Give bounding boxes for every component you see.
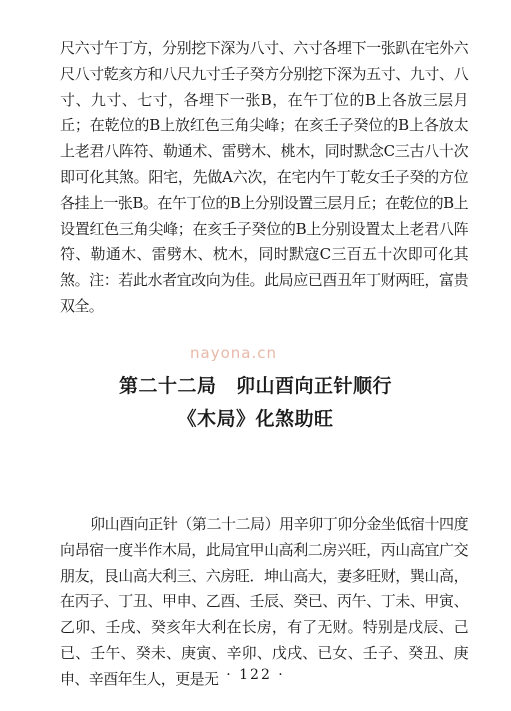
watermark-text: nayona.cn — [190, 344, 277, 362]
section-paragraph-text: 卯山酉向正针（第二十二局）用辛卯丁卯分金坐低宿十四度向昂宿一度半作木局，此局宜甲山高利二房兴旺，丙山高宜广交朋友，艮山高大利三、六房旺．坤山高大，妻多旺财，巽山高，在丙子、丁丑、甲申、乙酉、壬辰、癸已、丙午、丁未、甲寅、乙卯、壬戌、癸亥年大利在长房，有了无财。特别是戊辰、己已、壬午、癸未、庚寅、辛卯、戊戌、已女、壬子、癸丑、庚申、辛酉年生人，更是无 — [60, 515, 468, 688]
section-title-line2: 《木局》化煞助旺 — [177, 408, 334, 430]
page-number: · 122 · — [226, 667, 285, 683]
section-paragraph — [60, 512, 468, 693]
continued-paragraph: 尺六寸午丁方，分别挖下深为八寸、六寸各埋下一张趴在宅外六尺八寸乾亥方和八尺九寸壬子癸方分别挖下深为五寸、九寸、八寸、九寸、七寸，各埋下一张B，在午丁位的B上各放三层月丘；在乾位的B上放红色三角尖峰；在亥壬子癸位的B上各放太上老君八阵符、勒通术、雷劈木、桃木，同时默念C三古八十次即可化其煞。阳宅，先做A六次，在宅内午丁乾女壬子癸的方位各挂上一张B。在午丁位的B上分别设置三层月丘；在乾位的B上设置红色三角尖峰；在亥壬子癸位的B上分别设置太上老君八阵符、勒通木、雷劈木、枕木，同时默寇C三百五十次即可化其煞。注：若此水者宜改向为佳。此局应已酉丑年丁财两旺，富贵双全。 — [60, 39, 468, 315]
section-title-line1: 第二十二局 卯山酉向正针顺行 — [118, 375, 392, 397]
